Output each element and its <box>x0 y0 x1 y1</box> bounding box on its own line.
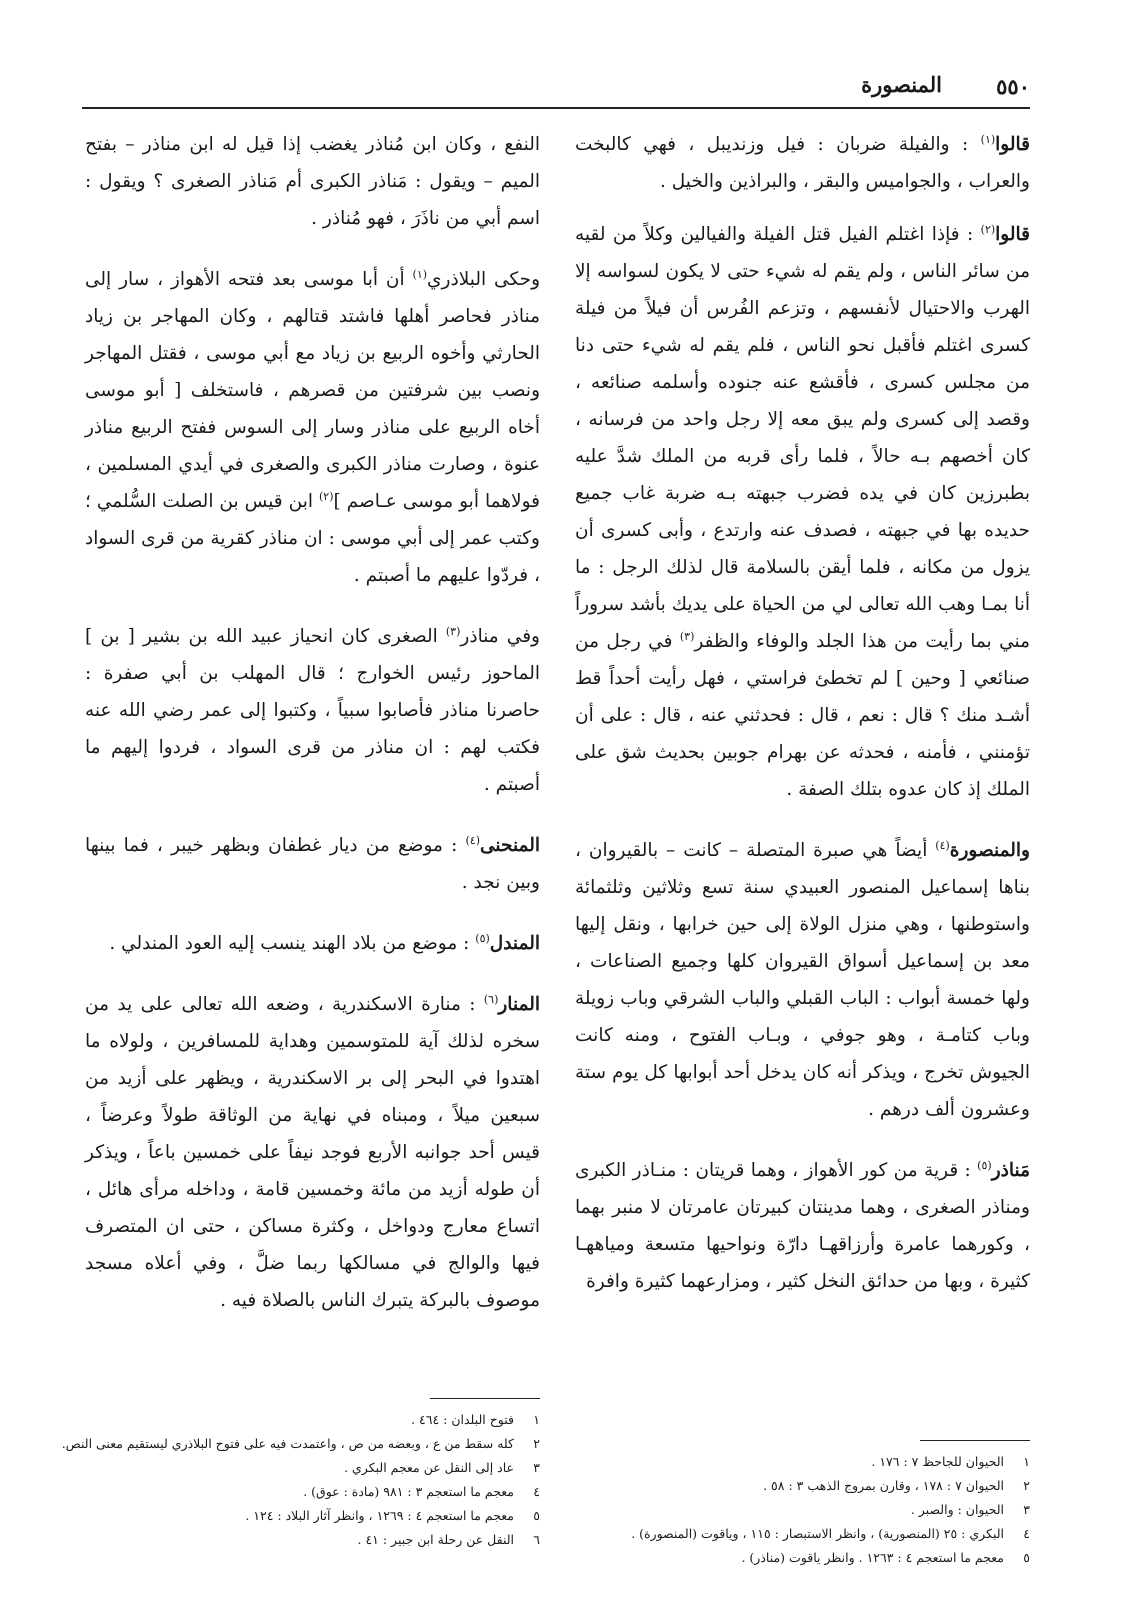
page-header <box>82 66 1030 102</box>
paragraph <box>575 216 1030 808</box>
paragraph-text: : والفيلة ضربان : فيل وزنديبل ، فهي كالبخت والعراب ، والجواميس والبقر ، والبراذين والخيل . <box>575 134 1030 192</box>
footnote-text: معجم ما استعجم ٤ : ١٢٦٣ . وانظر ياقوت (مناذر) . <box>741 1550 1004 1565</box>
paragraph-text: النفع ، وكان ابن مُناذر يغضب إذا قيل له ابن مناذر – بفتح الميم – ويقول : مَناذر الكبرى أم مَناذر الصغرى ؟ ويقول : اسم أبي من ناذَرَ ، فهو مُناذر . <box>85 134 540 229</box>
paragraph-text: : موضع من ديار غطفان وبظهر خيبر ، فما بينها وبين نجد . <box>85 835 540 893</box>
footnote <box>85 1456 540 1480</box>
footnote-ref: (١) <box>980 132 996 146</box>
paragraph <box>575 1152 1030 1300</box>
paragraph-text: : فإذا اغتلم الفيل قتل الفيلة والفيالين وكلاً من لقيه من سائر الناس ، ولم يقم له شيء حتى لا يكون لسواسه إلا الهرب والاحتيال لأنفسهم ، وتزعم الفُرس أن فيلاً من فيلة كسرى اغتلم فأقبل نحو الناس ، فلم يقم له شيء حتى دنا من مجلس كسرى ، فأقشع عنه جنوده وأسلمه صنائعه ، وقصد إلى كسرى ولم يبق معه إلا رجل واحد من فرسانه ، كان أخصهم بـه حالاً ، فلما رأى قربه من الملك شدَّ عليه بطبرزين كان في يده فضرب جبهته بـه ضربة غاب جميع حديده بها في جبهته ، فصدف عنه وارتدع ، وأبى كسرى أن يزول من مكانه ، فلما أيقن بالسلامة قال لذلك الرجل : ما أنا بمـا وهب الله تعالى لي من الحياة على يديك بأشد سروراً مني بما رأيت من هذا الجلد والوفاء والظفر <box>575 224 1030 652</box>
paragraph-text: في رجل من صنائعي [ وحين ] لم تخطئ فراستي ، فهل رأيت أحداً قط أشـد منك ؟ قال : نعم ، قال : فحدثني عنه ، قال : على أن تؤمنني ، فأمنه ، فحدثه عن بهرام جوبين بحديث شق على الملك إذ كان عدوه بتلك الصفة . <box>575 631 1030 800</box>
footnote-ref: (٢) <box>980 222 996 236</box>
entry-heading: قالوا <box>995 134 1030 155</box>
footnote-ref: (٣) <box>679 629 695 643</box>
footnote <box>575 1474 1030 1498</box>
footnote <box>575 1522 1030 1546</box>
entry-heading: قالوا <box>995 224 1030 245</box>
paragraph-text: أيضاً هي صبرة المتصلة – كانت – بالقيروان ، بناها إسماعيل المنصور العبيدي سنة تسع وثلاثين وثلثمائة واستوطنها ، وهي منزل الولاة إلى حين خرابها ، ونقل إليها معد بن إسماعيل أسواق القيروان كلها وجميع الصناعات ، ولها خمسة أبواب : الباب القبلي والباب الشرقي وباب زويلة وباب كتامـة ، وهو جوفي ، وبـاب الفتوح ، ومنه كانت الجيوش تخرج ، ويذكر أنه كان يدخل أحد أبوابها كل يوم ستة وعشرون ألف درهم . <box>575 840 1030 1120</box>
footnote-number: ٢ <box>1023 1478 1030 1493</box>
paragraph <box>85 126 540 237</box>
paragraph-text: : قرية من كور الأهواز ، وهما قريتان : منـاذر الكبرى ومناذر الصغرى ، وهما مدينتان كبيرتان عامرتان لا منبر بهما ، وكورهما عامرة وأرزاقهـا دارّة ونواحيها متسعة ومياههـا كثيرة ، وبها من حدائق النخل كثير ، ومزارعهما كثيرة وافرة <box>575 1160 1030 1292</box>
paragraph <box>575 832 1030 1128</box>
footnote-ref: (٢) <box>318 489 334 503</box>
footnote <box>85 1504 540 1528</box>
footnote-ref: (٤) <box>465 833 480 847</box>
footnote-text: الحيوان : والصبر . <box>910 1502 1004 1517</box>
footnote-number: ٣ <box>1023 1502 1030 1517</box>
footnote-ref: (٥) <box>977 1158 992 1172</box>
footnote-ref: (٣) <box>445 624 461 638</box>
footnote <box>85 1480 540 1504</box>
footnote-number: ٣ <box>533 1460 540 1475</box>
footnote-text: البكري : ٢٥ (المنصورية) ، وانظر الاستبصار : ١١٥ ، وياقوت (المنصورة) . <box>631 1526 1004 1541</box>
paragraph-text: الصغرى كان انحياز عبيد الله بن بشير [ بن ] الماحوز رئيس الخوارج ؛ قال المهلب بن أبي صفرة : حاصرنا مناذر فأصابوا سبياً ، وكتبوا إلى عمر رضي الله عنه فكتب لهم : ان مناذر من قرى السواد ، فردوا إليهم ما أصبتم . <box>85 626 540 795</box>
footnote-text: معجم ما استعجم ٤ : ١٢٦٩ ، وانظر آثار البلاد : ١٢٤ . <box>245 1508 514 1523</box>
footnote-number: ١ <box>533 1412 540 1427</box>
footnote-ref: (١) <box>412 267 428 281</box>
footnote <box>85 1528 540 1552</box>
page-number: ٥٥٠ <box>996 74 1030 99</box>
entry-heading: المنار <box>498 994 540 1015</box>
entry-heading: والمنصورة <box>949 840 1030 861</box>
paragraph-text: أن أبا موسى بعد فتحه الأهواز ، سار إلى مناذر فحاصر أهلها فاشتد قتالهم ، وكان المهاجر بن زياد الحارثي وأخوه الربيع بن زياد مع أبي موسى ، فقتل المهاجر ونصب بين شرفتين من قصرهم ، فاستخلف [ أبو موسى أخاه الربيع على مناذر وسار إلى السوس ففتح الربيع مناذر عنوة ، وصارت مناذر الكبرى والصغرى في أيدي المسلمين ، فولاهما أبو موسى عـاصم ] <box>85 269 541 512</box>
page-title: المنصورة <box>861 72 942 97</box>
footnote <box>85 1408 540 1432</box>
footnote-number: ٥ <box>533 1508 540 1523</box>
footnote-text: معجم ما استعجم ٣ : ٩٨١ (مادة : عوق) . <box>303 1484 514 1499</box>
right-column <box>575 126 1030 1316</box>
footnote-text: الحيوان للجاحظ ٧ : ١٧٦ . <box>871 1454 1004 1469</box>
paragraph-text: ابن قيس بن الصلت السُّلمي ؛ وكتب عمر إلى أبي موسى : ان مناذر كقرية من قرى السواد ، فردّوا عليهم ما أصبتم . <box>85 491 540 586</box>
paragraph <box>85 925 540 962</box>
paragraph <box>85 827 540 901</box>
footnote-text: كله سقط من ع ، وبعضه من ص ، واعتمدت فيه على فتوح البلاذري ليستقيم معنى النص. <box>61 1436 514 1451</box>
entry-heading: المندل <box>489 933 540 954</box>
footnote-rule <box>430 1398 540 1399</box>
left-column <box>85 126 540 1335</box>
header-rule <box>82 107 1030 109</box>
paragraph <box>85 618 540 803</box>
paragraph <box>575 126 1030 200</box>
footnote-number: ٥ <box>1023 1550 1030 1565</box>
footnote-number: ١ <box>1023 1454 1030 1469</box>
footnote-ref: (٥) <box>475 931 490 945</box>
footnote-number: ٤ <box>533 1484 540 1499</box>
footnote <box>61 1432 540 1456</box>
footnote-text: الحيوان ٧ : ١٧٨ ، وقارن بمروج الذهب ٣ : ٥٨ . <box>763 1478 1004 1493</box>
footnote-text: فتوح البلدان : ٤٦٤ . <box>411 1412 514 1427</box>
footnote-ref: (٤) <box>935 838 950 852</box>
footnote-rule <box>920 1440 1030 1441</box>
paragraph-text: : موضع من بلاد الهند ينسب إليه العود المندلي . <box>109 933 476 954</box>
paragraph <box>85 261 540 594</box>
paragraph-text: : منارة الاسكندرية ، وضعه الله تعالى على يد من سخره لذلك آية للمتوسمين وهداية للمسافرين ، ولولاه ما اهتدوا في البحر إلى بر الاسكندرية ، ويظهر على أزيد من سبعين ميلاً ، ومبناه في نهاية من الوثاقة طولاً وعرضاً ، قيس أحد جوانبه الأربع فوجد نيفاً على خمسين باعاً ، ويذكر أن طوله أزيد من مائة وخمسين قامة ، وداخله مرأى هائل ، اتساع معارج ودواخل ، وكثرة مساكن ، حتى ان المتصرف فيها والوالج في مسالكها ربما ضلَّ ، وفي أعلاه مسجد موصوف بالبركة يتبرك الناس بالصلاة فيه . <box>85 994 540 1311</box>
footnote-ref: (٦) <box>483 992 499 1006</box>
footnote-number: ٤ <box>1023 1526 1030 1541</box>
right-footnotes <box>575 1450 1030 1570</box>
footnote <box>575 1498 1030 1522</box>
footnote-text: عاد إلى النقل عن معجم البكري . <box>344 1460 514 1475</box>
footnote <box>575 1546 1030 1570</box>
footnote-text: النقل عن رحلة ابن جبير : ٤١ . <box>357 1532 514 1547</box>
entry-heading: المنحنى <box>480 835 540 856</box>
left-footnotes <box>61 1408 540 1552</box>
footnote <box>575 1450 1030 1474</box>
footnote-number: ٦ <box>533 1532 540 1547</box>
footnote-number: ٢ <box>533 1436 540 1451</box>
paragraph-text: وفي مناذر <box>460 626 540 647</box>
entry-heading: مَناذر <box>991 1160 1030 1181</box>
paragraph <box>85 986 540 1319</box>
paragraph-text: وحكى البلاذري <box>427 269 541 290</box>
